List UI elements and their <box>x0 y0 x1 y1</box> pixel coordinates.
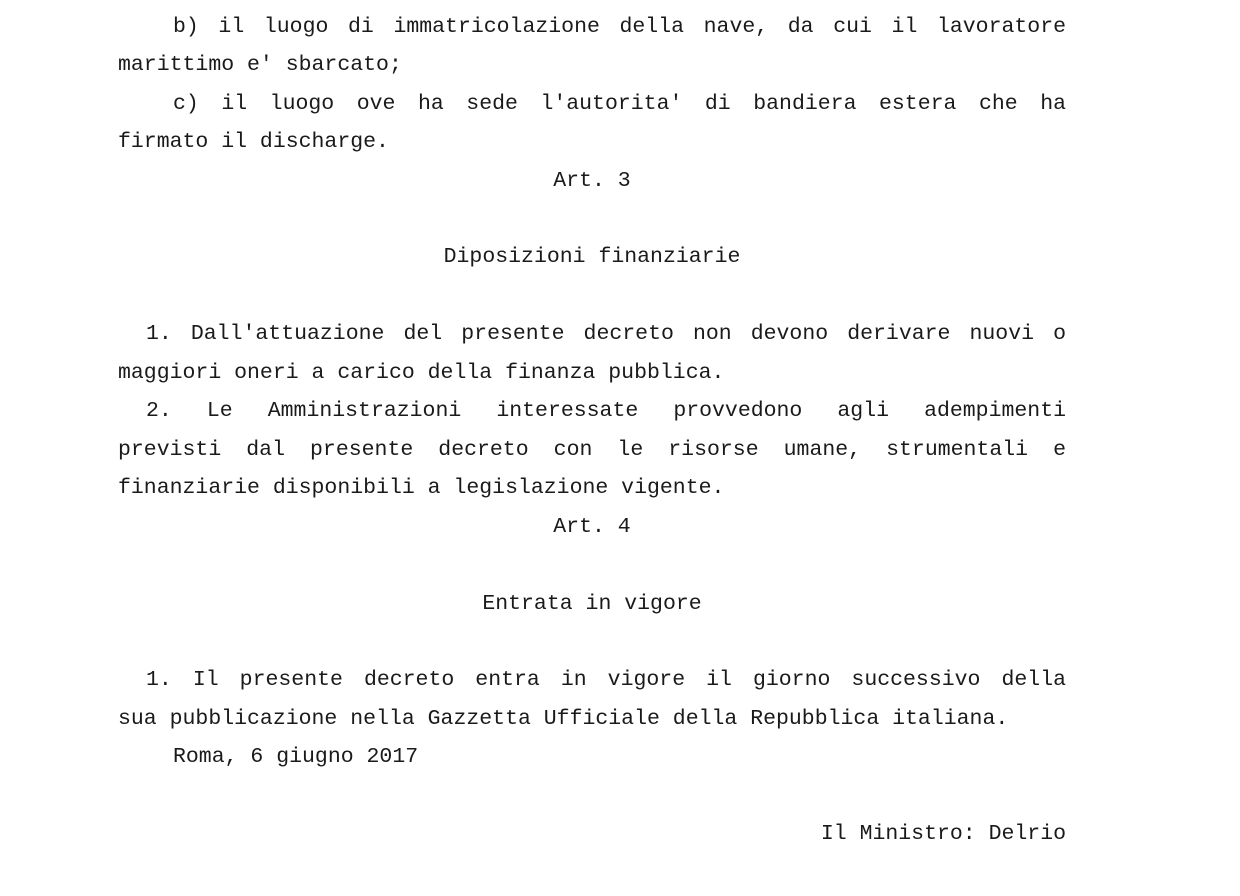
art3-para2-line2: previsti dal presente decreto con le risorse umane, strumentali e <box>118 438 1066 462</box>
art3-para1-line2: maggiori oneri a carico della finanza pubblica. <box>118 361 725 385</box>
art3-para2-line1: 2. Le Amministrazioni interessate provvedono agli adempimenti <box>146 399 1066 423</box>
art4-title: Entrata in vigore <box>482 592 702 616</box>
art4-para1-line2: sua pubblicazione nella Gazzetta Ufficiale della Repubblica italiana. <box>118 707 1009 731</box>
art2-item-b-line2: marittimo e' sbarcato; <box>118 53 402 77</box>
art4-para1-line1: 1. Il presente decreto entra in vigore il giorno successivo della <box>146 668 1066 692</box>
place-date: Roma, 6 giugno 2017 <box>173 745 419 769</box>
art3-title: Diposizioni finanziarie <box>443 245 741 269</box>
art3-number: Art. 3 <box>553 169 631 193</box>
minister-signature: Il Ministro: Delrio <box>820 822 1066 846</box>
art2-item-c-line2: firmato il discharge. <box>118 130 389 154</box>
art4-number: Art. 4 <box>553 515 631 539</box>
art3-para1-line1: 1. Dall'attuazione del presente decreto non devono derivare nuovi o <box>146 322 1066 346</box>
art2-item-b-line1: b) il luogo di immatricolazione della nave, da cui il lavoratore <box>173 15 1066 39</box>
art3-para2-line3: finanziarie disponibili a legislazione vigente. <box>118 476 725 500</box>
art2-item-c-line1: c) il luogo ove ha sede l'autorita' di bandiera estera che ha <box>173 92 1066 116</box>
